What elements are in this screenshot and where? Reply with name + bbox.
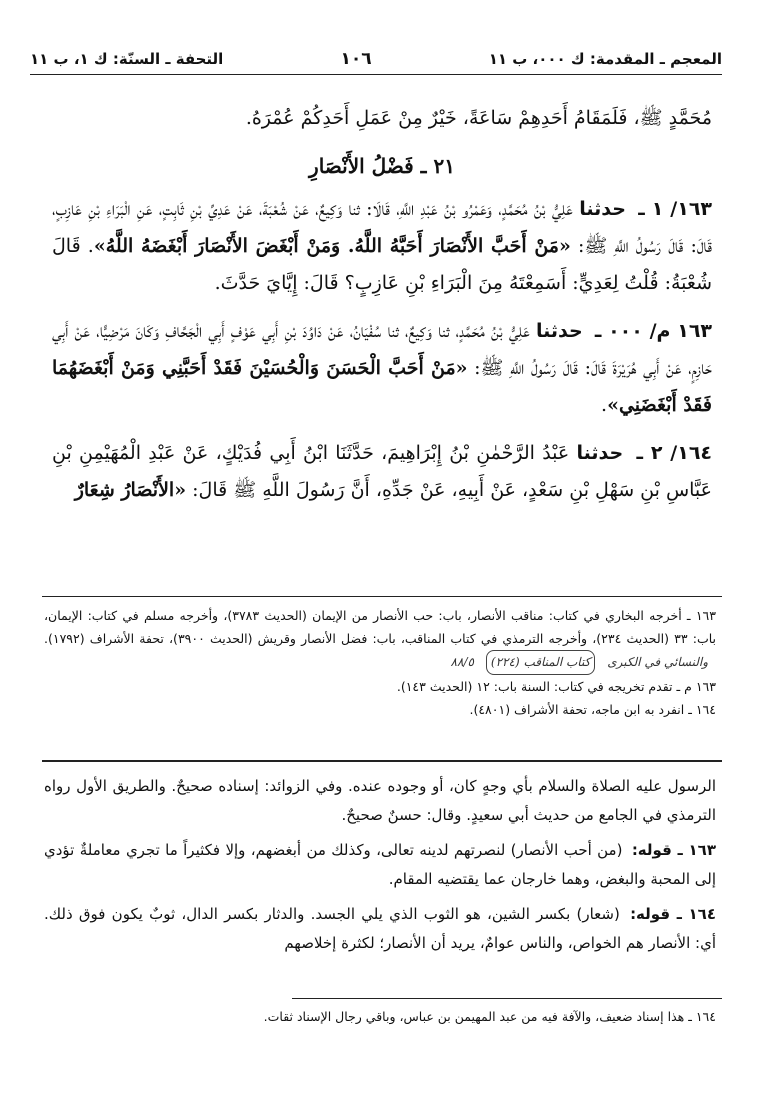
footnote-164-grading: ١٦٤ ـ هذا إسناد ضعيف، والآفة فيه من عبد المهيمن بن عباس، وباقي رجال الإسناد ثقات.	[263, 1009, 716, 1024]
header-source-reference: المعجم ـ المقدمة: ك ٠٠٠، ب ١١	[488, 50, 722, 68]
footnote-163m: ١٦٣ م ـ تقدم تخريجه في كتاب: السنة باب: ١٢ (الحديث ١٤٣).	[396, 679, 716, 694]
footnote-text: ١٦٣ ـ أخرجه البخاري في كتاب: مناقب الأنصار، باب: حب الأنصار من الإيمان (الحديث ٣٧٨٣)، وأخرجه مسلم في كتاب: الإيمان، باب: ٣٣ (الحديث ٢٣٤)، وأخرجه الترمذي في كتاب المناقب، باب: فضل الأنصار وقريش (الحديث ٣٩٠٠)، تحفة الأشراف (١٧٩٢).	[44, 608, 716, 646]
hadith-163-m	[52, 313, 712, 424]
commentary-164	[44, 900, 716, 958]
chapter-title: ٢١ ـ فَضْلُ الأَنْصَارِ	[309, 154, 455, 178]
transmission-word: حدثنا	[579, 198, 626, 220]
commentary-number: ١٦٣ ـ قوله:	[631, 841, 716, 859]
page-number: ١٠٦	[340, 49, 372, 69]
commentary-continuation: الرسول عليه الصلاة والسلام بأي وجهٍ كان، أو وجوده عنده. وفي الزوائد: إسناده صحيحٌ. والطريق الأول رواه الترمذي في الجامع من حديث أبي سعيدٍ. وقال: حسنٌ صحيحٌ.	[44, 777, 716, 824]
header-tuhfa-reference: التحفة ـ السنّة: ك ١، ب ١١	[30, 50, 224, 68]
commentary-number: ١٦٤ ـ قوله:	[630, 905, 716, 923]
prophetic-quote: «مَنْ أَحَبَّ الأَنْصَارَ أَحَبَّهُ اللَّهُ. وَمَنْ أَبْغَضَ الأَنْصَارَ أَبْغَضَهُ اللَّهُ»	[93, 235, 571, 257]
hadith-tail: . قَالَ شُعْبَةُ: قُلْتُ لِعَدِيٍّ: أَسَمِعْتَهُ مِنَ الْبَرَاءِ بْنِ عَازِبٍ؟ قَالَ: إِيَّايَ حَدَّثَ.	[52, 235, 712, 294]
commentary-text: (من أحب الأنصار) لنصرتهم لدينه تعالى، وكذلك من أبغضهم، وإلا فكثيراً ما تجري معاملةٌ تؤدي إلى المحبة والبغض، وهما خارجان عما يقتضيه المقام.	[44, 841, 716, 888]
commentary-163	[44, 836, 716, 894]
isnad-text: عَلِيُّ بْنُ مُحَمَّدٍ، ثنا وَكِيعٌ، ثنا سُفْيَانُ، عَنْ دَاوُدَ بْنِ أَبِي عَوْفٍ أَبِي الْجَحَّافِ وَكَانَ مَرْضِيًّا، عَنْ أَبِي حَازِمٍ، عَنْ أَبِي هُرَيْرَةَ قَالَ: قَالَ رَسُولُ اللَّهِ ﷺ:	[52, 320, 712, 379]
footnote-divider	[42, 596, 722, 597]
hadith-number: ١٦٤/ ٢ ـ	[636, 442, 713, 464]
commentary-text: (شعار) بكسر الشين، هو الثوب الذي يلي الجسد. والدثار بكسر الدال، ثوبٌ يكون فوق ذلك. أي: الأنصار هم الخواص، والناس عوامٌ، يريد أن الأنصار؛ لكثرة إخلاصهم	[44, 905, 716, 952]
footnote-164: ١٦٤ ـ انفرد به ابن ماجه، تحفة الأشراف (٤٨٠١).	[469, 702, 716, 717]
bottom-footnote-divider	[292, 998, 722, 999]
isnad-text: عَبْدُ الرَّحْمٰنِ بْنُ إِبْرَاهِيمَ، حَدَّثَنَا ابْنُ أَبِي فُدَيْكٍ، عَنْ عَبْدِ الْمُهَيْمِنِ بْنِ عَبَّاسِ بْنِ سَهْلِ بْنِ سَعْدٍ، عَنْ أَبِيهِ، عَنْ جَدِّهِ، أَنَّ رَسُولَ اللَّهِ ﷺ قَالَ:	[52, 442, 712, 501]
running-header	[30, 44, 722, 75]
grading-footnotes	[44, 1006, 716, 1028]
transmission-word: حدثنا	[535, 320, 583, 342]
handwritten-note: ٨٨/٥	[450, 655, 474, 669]
prophetic-quote: «مَنْ أَحَبَّ الْحَسَنَ وَالْحُسَيْنَ فَقَدْ أَحَبَّنِي وَمَنْ أَبْغَضَهُمَا فَقَدْ أَبْغَضَنِي»	[52, 357, 712, 416]
hadith-tail: .	[601, 394, 608, 416]
handwritten-note: والنسائي في الكبرى	[607, 655, 708, 669]
sindi-commentary	[44, 772, 716, 964]
commentary-divider	[42, 760, 722, 762]
prophetic-quote: «الأَنْصَارُ شِعَارٌ	[74, 479, 187, 501]
hadith-number: ١٦٣/ ١ ـ	[638, 198, 713, 220]
hadith-164-2	[52, 435, 712, 509]
transmission-word: حدثنا	[576, 442, 624, 464]
hadith-163-1	[52, 191, 712, 302]
continuation-line: مُحَمَّدٍ ﷺ، فَلَمَقَامُ أَحَدِهِمْ سَاعَةً، خَيْرٌ مِنْ عَمَلِ أَحَدِكُمْ عُمْرَهُ.	[245, 107, 712, 129]
hadith-text	[52, 100, 712, 520]
handwritten-note-boxed: كتاب المناقب (٢٢٤)	[486, 650, 595, 675]
takhrij-footnotes	[44, 604, 716, 721]
isnad-text: عَلِيُّ بْنُ مُحَمَّدٍ، وَعَمْرُو بْنُ عَبْدِ اللَّهِ، قَالَا: ثنا وَكِيعٌ، عَنْ شُعْبَةَ، عَنْ عَدِيِّ بْنِ ثَابِتٍ، عَنِ الْبَرَاءِ بْنِ عَازِبٍ، قَالَ: قَالَ رَسُولُ اللَّهِ ﷺ:	[52, 198, 712, 257]
hadith-number: ١٦٣ م/ ٠٠٠ ـ	[594, 320, 713, 342]
footnote-163	[44, 604, 716, 675]
